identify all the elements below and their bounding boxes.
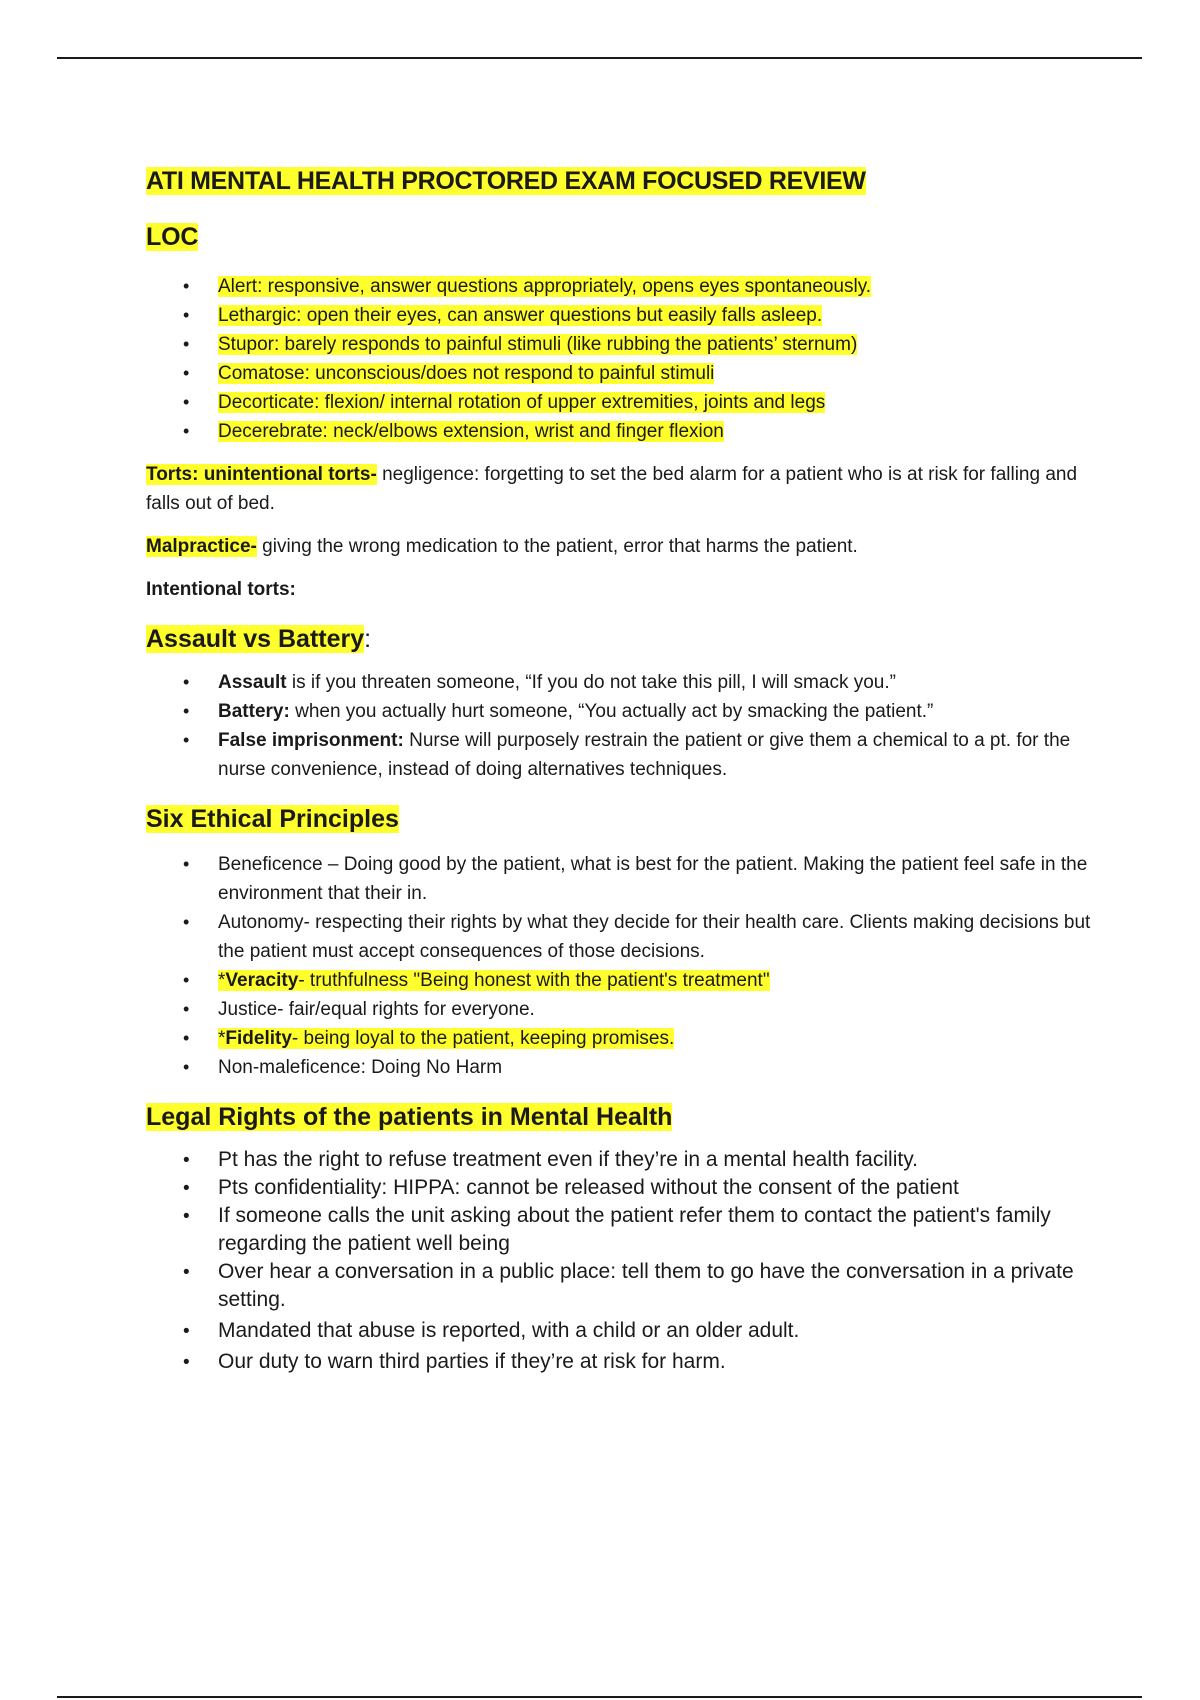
legal-rights-heading: Legal Rights of the patients in Mental Health (146, 1103, 673, 1131)
list-item: • Stupor: barely responds to painful stimuli (like rubbing the patients’ sternum) (146, 330, 1096, 359)
list-item: • Over hear a conversation in a public place: tell them to go have the conversation in a private setting. (146, 1258, 1096, 1314)
list-item: • *Veracity- truthfulness "Being honest with the patient's treatment" (146, 966, 1096, 995)
assault-battery-section (146, 622, 1096, 784)
document-title (146, 164, 1096, 198)
list-item: • Decorticate: flexion/ internal rotation of upper extremities, joints and legs (146, 388, 1096, 417)
list-item: • Mandated that abuse is reported, with a child or an older adult. (146, 1317, 1096, 1345)
list-item: • Our duty to warn third parties if they’re at risk for harm. (146, 1348, 1096, 1376)
list-item: • Alert: responsive, answer questions appropriately, opens eyes spontaneously. (146, 272, 1096, 301)
header-rule (57, 57, 1142, 59)
ethics-heading: Six Ethical Principles (146, 805, 399, 833)
assault-battery-heading: Assault vs Battery: (146, 625, 372, 653)
list-item: • If someone calls the unit asking about the patient refer them to contact the patient's family regarding the patient well being (146, 1202, 1096, 1258)
assault-battery-list (146, 668, 1096, 784)
torts-label: Torts: unintentional torts- (146, 464, 377, 485)
malpractice-text: giving the wrong medication to the patient, error that harms the patient. (256, 536, 858, 557)
legal-rights-list (146, 1146, 1096, 1376)
loc-list (146, 272, 1096, 446)
list-item: • Autonomy- respecting their rights by what they decide for their health care. Clients making decisions but the patient must accept consequences of those decisions. (146, 908, 1096, 966)
list-item: • Lethargic: open their eyes, can answer questions but easily falls asleep. (146, 301, 1096, 330)
intentional-torts-label: Intentional torts: (146, 579, 296, 600)
torts-text: negligence: forgetting to set the bed alarm for a patient who is at risk for falling and falls out of bed. (146, 464, 1078, 514)
list-item: • Justice- fair/equal rights for everyone. (146, 995, 1096, 1024)
list-item: • Beneficence – Doing good by the patient, what is best for the patient. Making the patient feel safe in the environment that their in. (146, 850, 1096, 908)
list-item: • Pt has the right to refuse treatment even if they’re in a mental health facility. (146, 1146, 1096, 1174)
document-page (146, 164, 1096, 1376)
list-item: • Non-maleficence: Doing No Harm (146, 1053, 1096, 1082)
list-item: • Comatose: unconscious/does not respond to painful stimuli (146, 359, 1096, 388)
torts-paragraph (146, 460, 1096, 518)
loc-heading-text: LOC (146, 223, 199, 251)
malpractice-label: Malpractice- (146, 536, 257, 557)
legal-rights-section (146, 1100, 1096, 1376)
document-title-text: ATI MENTAL HEALTH PROCTORED EXAM FOCUSED REVIEW (146, 167, 866, 195)
ethics-list (146, 850, 1096, 1082)
list-item: • Battery: when you actually hurt someone, “You actually act by smacking the patient.” (146, 697, 1096, 726)
list-item: • False imprisonment: Nurse will purposely restrain the patient or give them a chemical to a pt. for the nurse convenience, instead of doing alternatives techniques. (146, 726, 1096, 784)
list-item: • *Fidelity- being loyal to the patient, keeping promises. (146, 1024, 1096, 1053)
list-item: • Assault is if you threaten someone, “If you do not take this pill, I will smack you.” (146, 668, 1096, 697)
ethics-section (146, 802, 1096, 1082)
malpractice-paragraph (146, 532, 1096, 561)
list-item: • Pts confidentiality: HIPPA: cannot be released without the consent of the patient (146, 1174, 1096, 1202)
footer-rule (57, 1696, 1142, 1698)
list-item: • Decerebrate: neck/elbows extension, wrist and finger flexion (146, 417, 1096, 446)
loc-heading (146, 220, 1096, 254)
